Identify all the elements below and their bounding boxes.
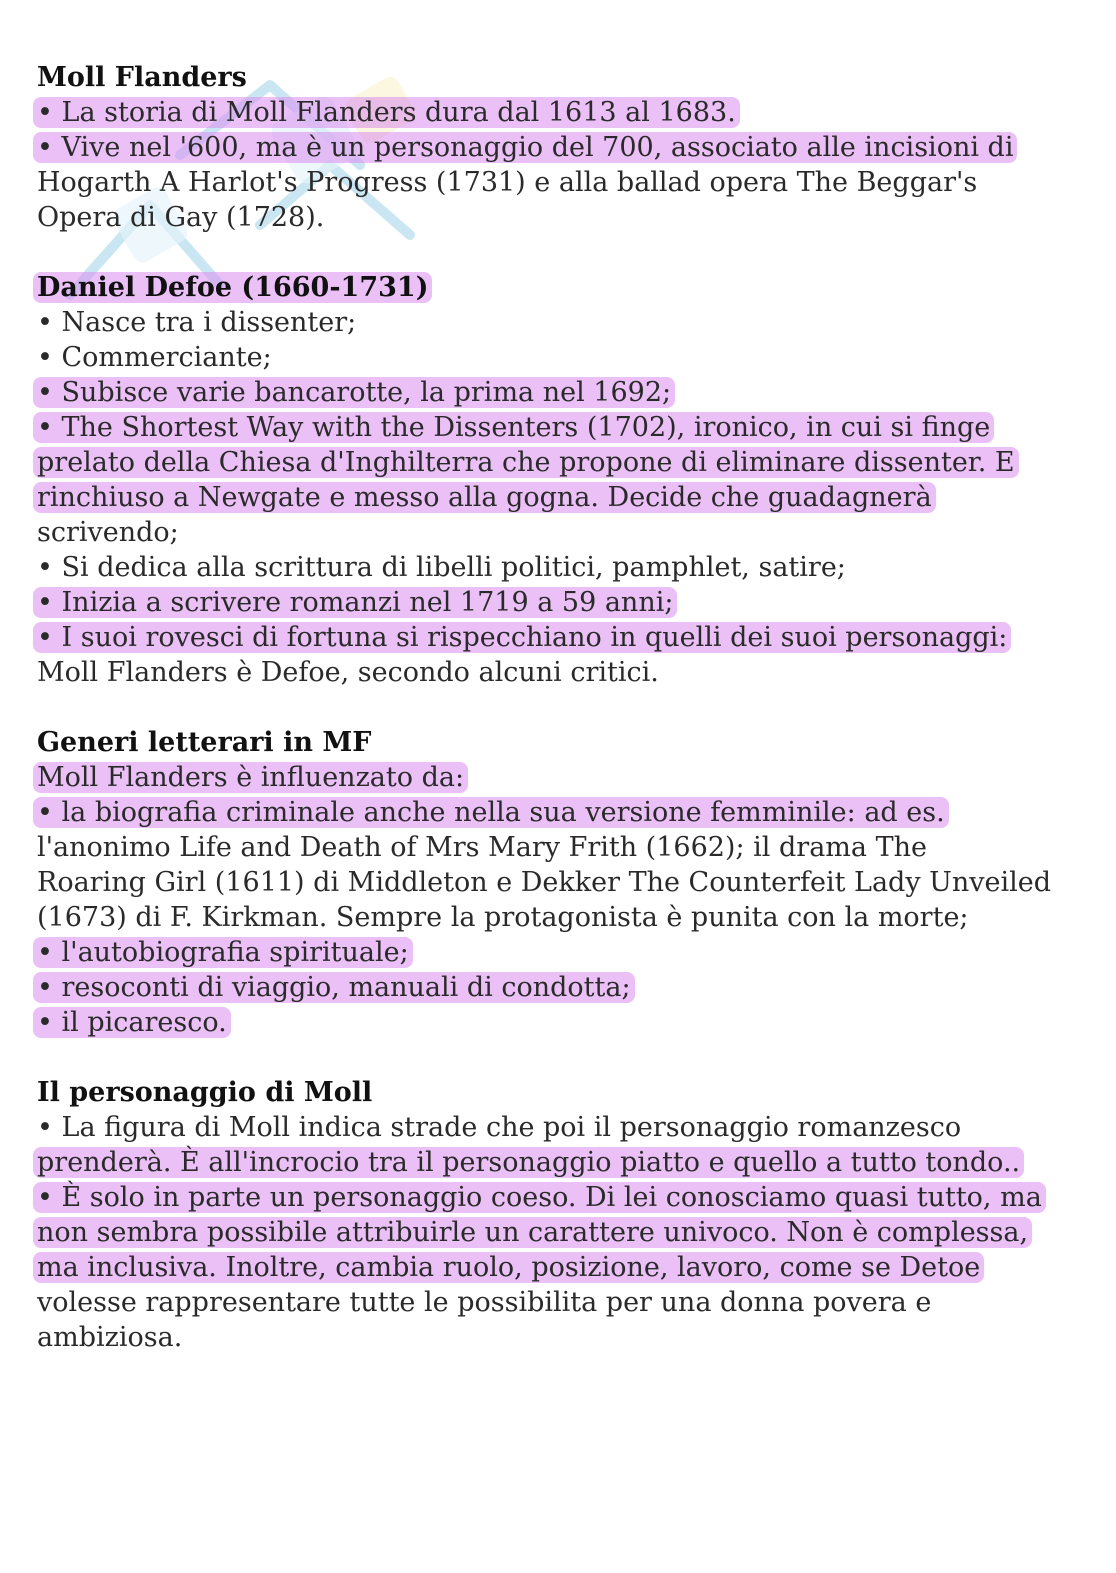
text-line: • Si dedica alla scrittura di libelli politici, pamphlet, satire; (37, 552, 846, 583)
section-generi-letterari (37, 725, 1097, 1040)
text-line: rinchiuso a Newgate e messo alla gogna. Decide che guadagnerà (37, 480, 1097, 515)
text-line: • La storia di Moll Flanders dura dal 1613 al 1683. (37, 95, 1097, 130)
section-heading: Generi letterari in MF (37, 727, 372, 758)
text-line: • l'autobiografia spirituale; (37, 935, 1097, 970)
text-line: Moll Flanders è influenzato da: (37, 760, 1097, 795)
text-line: • Inizia a scrivere romanzi nel 1719 a 59 anni; (37, 585, 1097, 620)
text-line: • la biografia criminale anche nella sua versione femminile: ad es. (37, 795, 1097, 830)
text-line: Opera di Gay (1728). (37, 202, 325, 233)
text-line: • Commerciante; (37, 342, 272, 373)
text-line: Hogarth A Harlot's Progress (1731) e alla ballad opera The Beggar's (37, 167, 978, 198)
text-line: volesse rappresentare tutte le possibilita per una donna povera e (37, 1287, 932, 1318)
section-heading: Moll Flanders (37, 62, 247, 93)
text-line: • È solo in parte un personaggio coeso. Di lei conosciamo quasi tutto, ma (37, 1180, 1097, 1215)
text-line: • Subisce varie bancarotte, la prima nel 1692; (37, 375, 1097, 410)
notes-content (37, 60, 1097, 1390)
text-line: • Nasce tra i dissenter; (37, 307, 357, 338)
section-moll-flanders (37, 60, 1097, 235)
text-line: • resoconti di viaggio, manuali di condotta; (37, 970, 1097, 1005)
text-line: prenderà. È all'incrocio tra il personaggio piatto e quello a tutto tondo.. (37, 1145, 1097, 1180)
text-line: Roaring Girl (1611) di Middleton e Dekker The Counterfeit Lady Unveiled (37, 867, 1052, 898)
text-line: • I suoi rovesci di fortuna si rispecchiano in quelli dei suoi personaggi: (37, 620, 1097, 655)
text-line: Moll Flanders è Defoe, secondo alcuni critici. (37, 657, 659, 688)
text-line: (1673) di F. Kirkman. Sempre la protagonista è punita con la morte; (37, 902, 969, 933)
text-line: prelato della Chiesa d'Inghilterra che propone di eliminare dissenter. E (37, 445, 1097, 480)
text-line: • The Shortest Way with the Dissenters (1702), ironico, in cui si finge (37, 410, 1097, 445)
section-heading: Il personaggio di Moll (37, 1077, 373, 1108)
section-personaggio-moll (37, 1075, 1097, 1355)
text-line: l'anonimo Life and Death of Mrs Mary Frith (1662); il drama The (37, 832, 927, 863)
section-daniel-defoe (37, 270, 1097, 690)
text-line: • Vive nel '600, ma è un personaggio del 700, associato alle incisioni di (37, 130, 1097, 165)
text-line: • La figura di Moll indica strade che poi il personaggio romanzesco (37, 1112, 962, 1143)
text-line: scrivendo; (37, 517, 179, 548)
text-line: non sembra possibile attribuirle un carattere univoco. Non è complessa, (37, 1215, 1097, 1250)
text-line: • il picaresco. (37, 1005, 1097, 1040)
text-line: ma inclusiva. Inoltre, cambia ruolo, posizione, lavoro, come se Detoe (37, 1250, 1097, 1285)
text-line: ambiziosa. (37, 1322, 183, 1353)
section-heading: Daniel Defoe (1660-1731) (37, 270, 1097, 305)
